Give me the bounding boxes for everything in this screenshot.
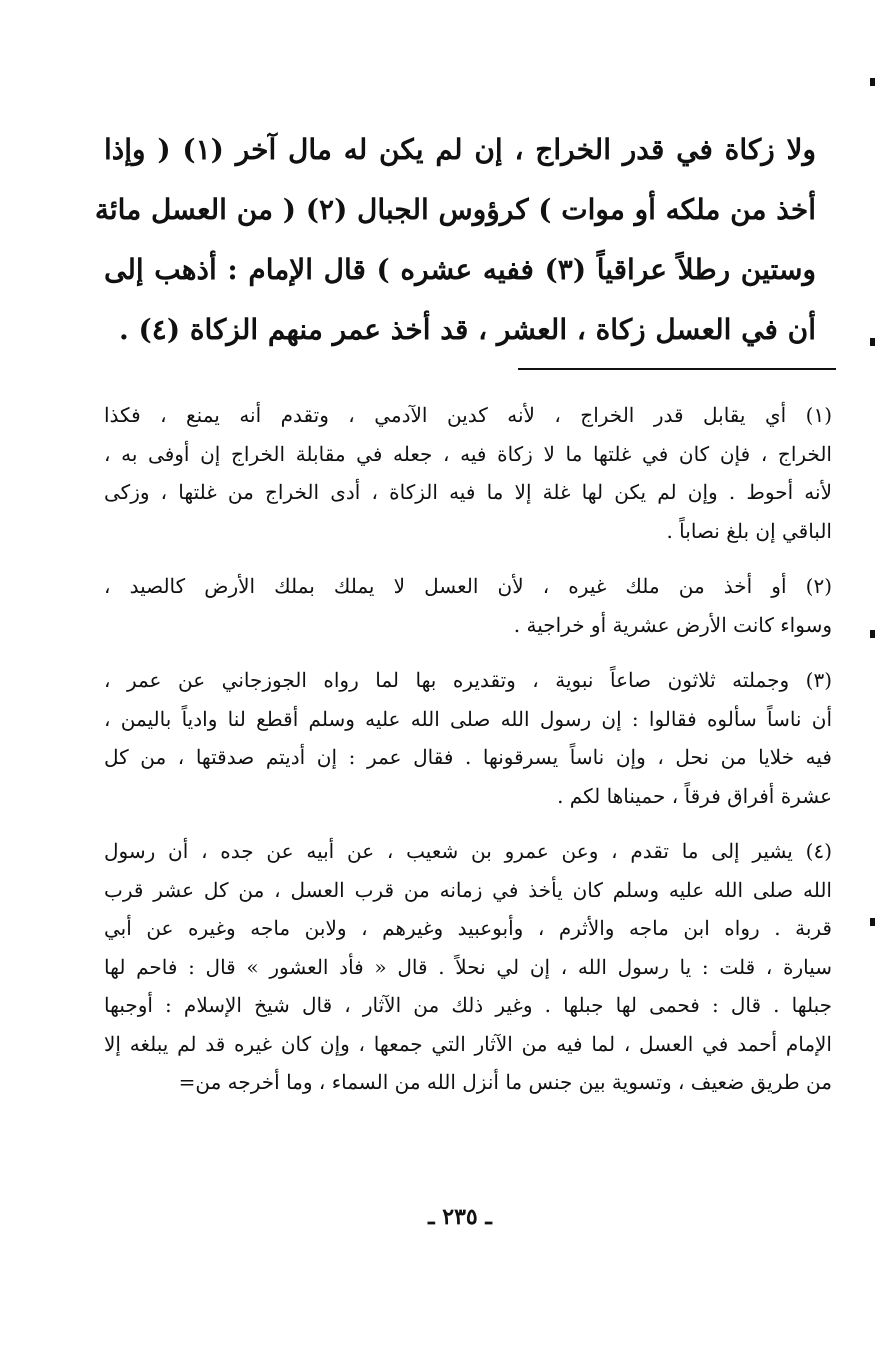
margin-mark [870,630,875,638]
footnote-line: عشرة أفراق فرقاً ، حميناها لكم . [557,783,832,808]
footnote-line: الباقي إن بلغ نصاباً . [666,518,832,543]
margin-mark [870,918,875,926]
footnote-2 [104,567,832,644]
main-text-line: أن في العسل زكاة ، العشر ، قد أخذ عمر منهم الزكاة (٤) . [119,313,816,346]
footnote-line: الإمام أحمد في العسل ، لما فيه من الآثار التي جمعها ، وإن كان غيره قد لم يبلغه إلا [104,1031,832,1056]
footnote-line: فيه خلايا من نحل ، وإن ناساً يسرقونها . فقال عمر : إن أديتم صدقتها ، من كل [104,745,832,769]
page-number: ـ ٢٣٥ ـ [428,1204,492,1230]
footnote-line: وسواء كانت الأرض عشرية أو خراجية . [513,612,832,637]
footnote-line: الله صلى الله عليه وسلم كان يأخذ في زمانه من قرب العسل ، من كل عشر قرب [104,877,832,902]
main-text-line: وستين رطلاً عراقياً (٣) ففيه عشره ) قال الإمام : أذهب إلى [104,253,816,286]
footnotes-section [104,396,832,1119]
footnote-line: (٣) وجملته ثلاثون صاعاً نبوية ، وتقديره بها لما رواه الجوزجاني عن عمر ، [104,668,832,692]
footnote-1 [104,396,832,550]
main-body-text [94,120,816,360]
footnote-line: (١) أي يقابل قدر الخراج ، لأنه كدين الآدمي ، وتقدم أنه يمنع ، فكذا [104,403,832,427]
footnote-4 [104,832,832,1102]
margin-mark [870,338,875,346]
footnote-separator [518,368,836,370]
main-text-line: ولا زكاة في قدر الخراج ، إن لم يكن له مال آخر (١) ( وإذا [104,133,816,166]
footnote-line: جبلها . قال : فحمى لها جبلها . وغير ذلك من الآثار ، قال شيخ الإسلام : أوجبها [104,993,832,1017]
margin-mark [870,78,875,86]
footnote-line: الخراج ، فإن كان في غلتها ما لا زكاة فيه ، جعله في مقابلة الخراج إن أوفى به ، [104,441,832,466]
footnote-line: أن ناساً سألوه فقالوا : إن رسول الله صلى الله عليه وسلم أقطع لنا وادياً باليمن ، [104,706,832,731]
footnote-3 [104,661,832,815]
footnote-line: قربة . رواه ابن ماجه والأثرم ، وأبوعبيد وغيرهم ، ولابن ماجه وغيره عن أبي [104,916,832,940]
main-text-line: أخذ من ملكه أو موات ) كرؤوس الجبال (٢) ( من العسل مائة [94,193,816,226]
footnote-line: (٢) أو أخذ من ملك غيره ، لأن العسل لا يملك بملك الأرض كالصيد ، [104,574,832,598]
footnote-line: (٤) يشير إلى ما تقدم ، وعن عمرو بن شعيب ، عن أبيه عن جده ، أن رسول [104,839,832,863]
footnote-line: لأنه أحوط . وإن لم يكن لها غلة إلا ما فيه الزكاة ، أدى الخراج من غلتها ، وزكى [104,480,832,504]
footnote-line: سيارة ، قلت : يا رسول الله ، إن لي نحلاً . قال « فأد العشور » قال : فاحم لها [104,954,832,979]
footnote-line: من طريق ضعيف ، وتسوية بين جنس ما أنزل الله من السماء ، وما أخرجه من= [178,1070,832,1094]
